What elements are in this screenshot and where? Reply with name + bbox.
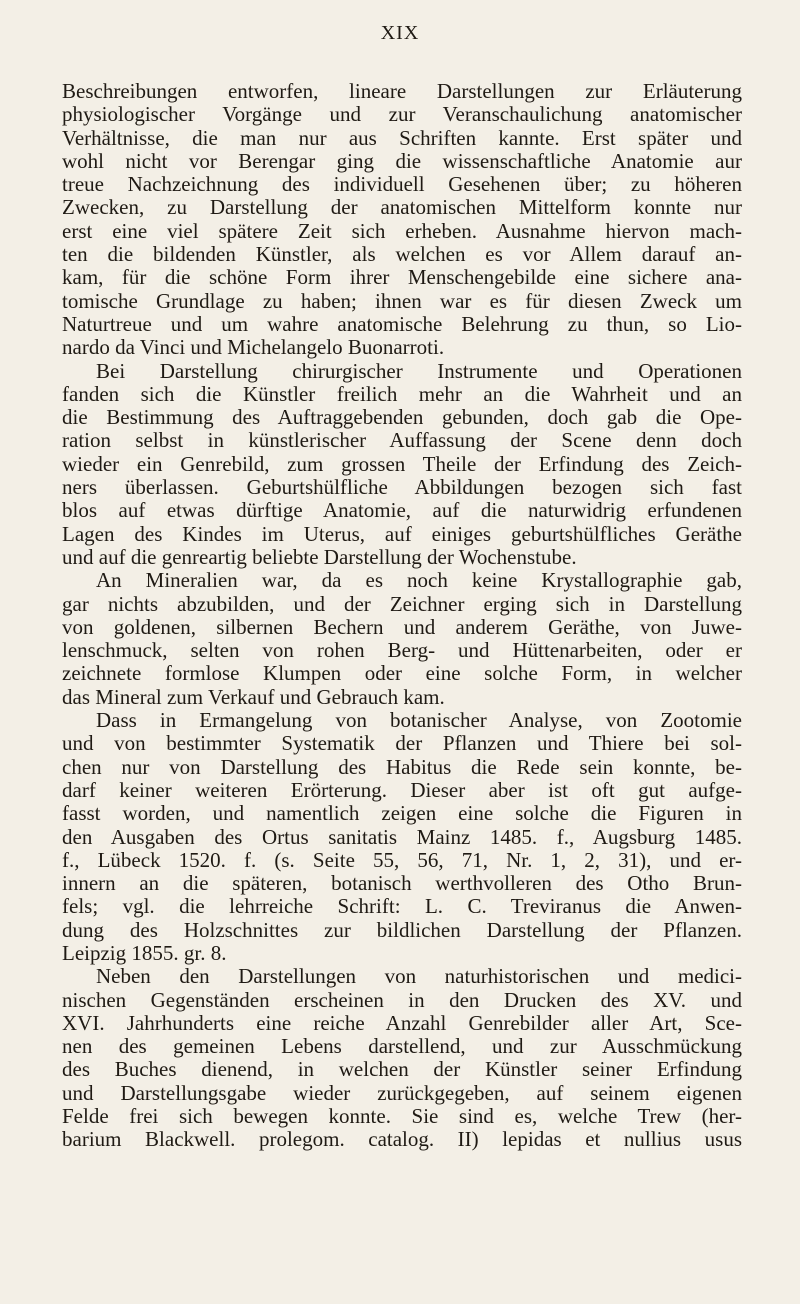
text-line: Bei Darstellung chirurgischer Instrumente und Operationen	[96, 358, 742, 383]
text-line: blos auf etwas dürftige Anatomie, auf die naturwidrig erfundenen	[62, 498, 742, 523]
text-line: des Buches dienend, in welchen der Künstler seiner Erfindung	[62, 1057, 742, 1082]
text-line: den Ausgaben des Ortus sanitatis Mainz 1485. f., Augsburg 1485.	[62, 824, 742, 849]
text-line: dung des Holzschnittes zur bildlichen Darstellung der Pflanzen.	[62, 917, 742, 942]
text-line: chen nur von Darstellung des Habitus die Rede sein konnte, be-	[62, 754, 742, 779]
text-line: zeichnete formlose Klumpen oder eine solche Form, in welcher	[62, 661, 742, 686]
text-line: wohl nicht vor Berengar ging die wissenschaftliche Anatomie aur	[62, 148, 742, 173]
text-line: das Mineral zum Verkauf und Gebrauch kam.	[62, 684, 445, 709]
body-text	[62, 80, 742, 1152]
text-line: und Darstellungsgabe wieder zurückgegeben, auf seinem eigenen	[62, 1080, 742, 1105]
text-line: Zwecken, zu Darstellung der anatomischen Mittelform konnte nur	[62, 195, 742, 220]
text-line: die Bestimmung des Auftraggebenden gebunden, doch gab die Ope-	[62, 405, 742, 430]
text-line: lenschmuck, selten von rohen Berg- und Hüttenarbeiten, oder er	[62, 638, 742, 663]
text-line: treue Nachzeichnung des individuell Gesehenen über; zu höheren	[62, 172, 742, 197]
text-line: barium Blackwell. prolegom. catalog. II) lepidas et nullius usus	[62, 1127, 742, 1152]
text-line: Beschreibungen entworfen, lineare Darstellungen zur Erläuterung	[62, 79, 742, 103]
text-line: kam, für die schöne Form ihrer Menschengebilde eine sichere ana-	[62, 265, 742, 290]
text-line: erst eine viel spätere Zeit sich erheben. Ausnahme hiervon mach-	[62, 218, 742, 243]
text-line: An Mineralien war, da es noch keine Krystallographie gab,	[96, 568, 742, 593]
text-line: fels; vgl. die lehrreiche Schrift: L. C. Treviranus die Anwen-	[62, 894, 742, 919]
text-line: ration selbst in künstlerischer Auffassung der Scene denn doch	[62, 428, 742, 453]
text-line: Lagen des Kindes im Uterus, auf einiges geburtshülfliches Geräthe	[62, 521, 742, 546]
text-line: ners überlassen. Geburtshülfliche Abbildungen bezogen sich fast	[62, 475, 742, 500]
text-line: nen des gemeinen Lebens darstellend, und zur Ausschmückung	[62, 1034, 742, 1059]
text-line: XVI. Jahrhunderts eine reiche Anzahl Genrebilder aller Art, Sce-	[62, 1010, 742, 1035]
text-line: Leipzig 1855. gr. 8.	[62, 940, 227, 965]
text-line: fanden sich die Künstler freilich mehr an die Wahrheit und an	[62, 381, 742, 406]
text-line: tomische Grundlage zu haben; ihnen war es für diesen Zweck um	[62, 288, 742, 313]
text-line: gar nichts abzubilden, und der Zeichner erging sich in Darstellung	[62, 591, 742, 616]
text-line: innern an die späteren, botanisch werthvolleren des Otho Brun-	[62, 871, 742, 896]
text-line: Dass in Ermangelung von botanischer Analyse, von Zootomie	[96, 708, 742, 733]
text-line: nardo da Vinci und Michelangelo Buonarroti.	[62, 335, 445, 360]
text-line: fasst worden, und namentlich zeigen eine solche die Figuren in	[62, 801, 742, 826]
text-line: f., Lübeck 1520. f. (s. Seite 55, 56, 71, Nr. 1, 2, 31), und er-	[62, 847, 742, 872]
text-line: nischen Gegenständen erscheinen in den Drucken des XV. und	[62, 987, 742, 1012]
text-line: Neben den Darstellungen von naturhistorischen und medici-	[96, 964, 742, 989]
text-line: von goldenen, silbernen Bechern und anderem Geräthe, von Juwe-	[62, 614, 742, 639]
text-line: und auf die genreartig beliebte Darstellung der Wochenstube.	[62, 544, 577, 569]
text-line: und von bestimmter Systematik der Pflanzen und Thiere bei sol-	[62, 731, 742, 756]
page-number: XIX	[380, 22, 420, 44]
text-line: Naturtreue und um wahre anatomische Belehrung zu thun, so Lio-	[62, 311, 742, 336]
text-line: darf keiner weiteren Erörterung. Dieser aber ist oft gut aufge-	[62, 777, 742, 802]
text-line: Felde frei sich bewegen konnte. Sie sind es, welche Trew (her-	[62, 1104, 742, 1129]
text-line: wieder ein Genrebild, zum grossen Theile der Erfindung des Zeich-	[62, 451, 742, 476]
text-line: Verhältnisse, die man nur aus Schriften kannte. Erst später und	[62, 125, 742, 150]
text-line: physiologischer Vorgänge und zur Veranschaulichung anatomischer	[62, 102, 742, 127]
text-line: ten die bildenden Künstler, als welchen es vor Allem darauf an-	[62, 242, 742, 267]
